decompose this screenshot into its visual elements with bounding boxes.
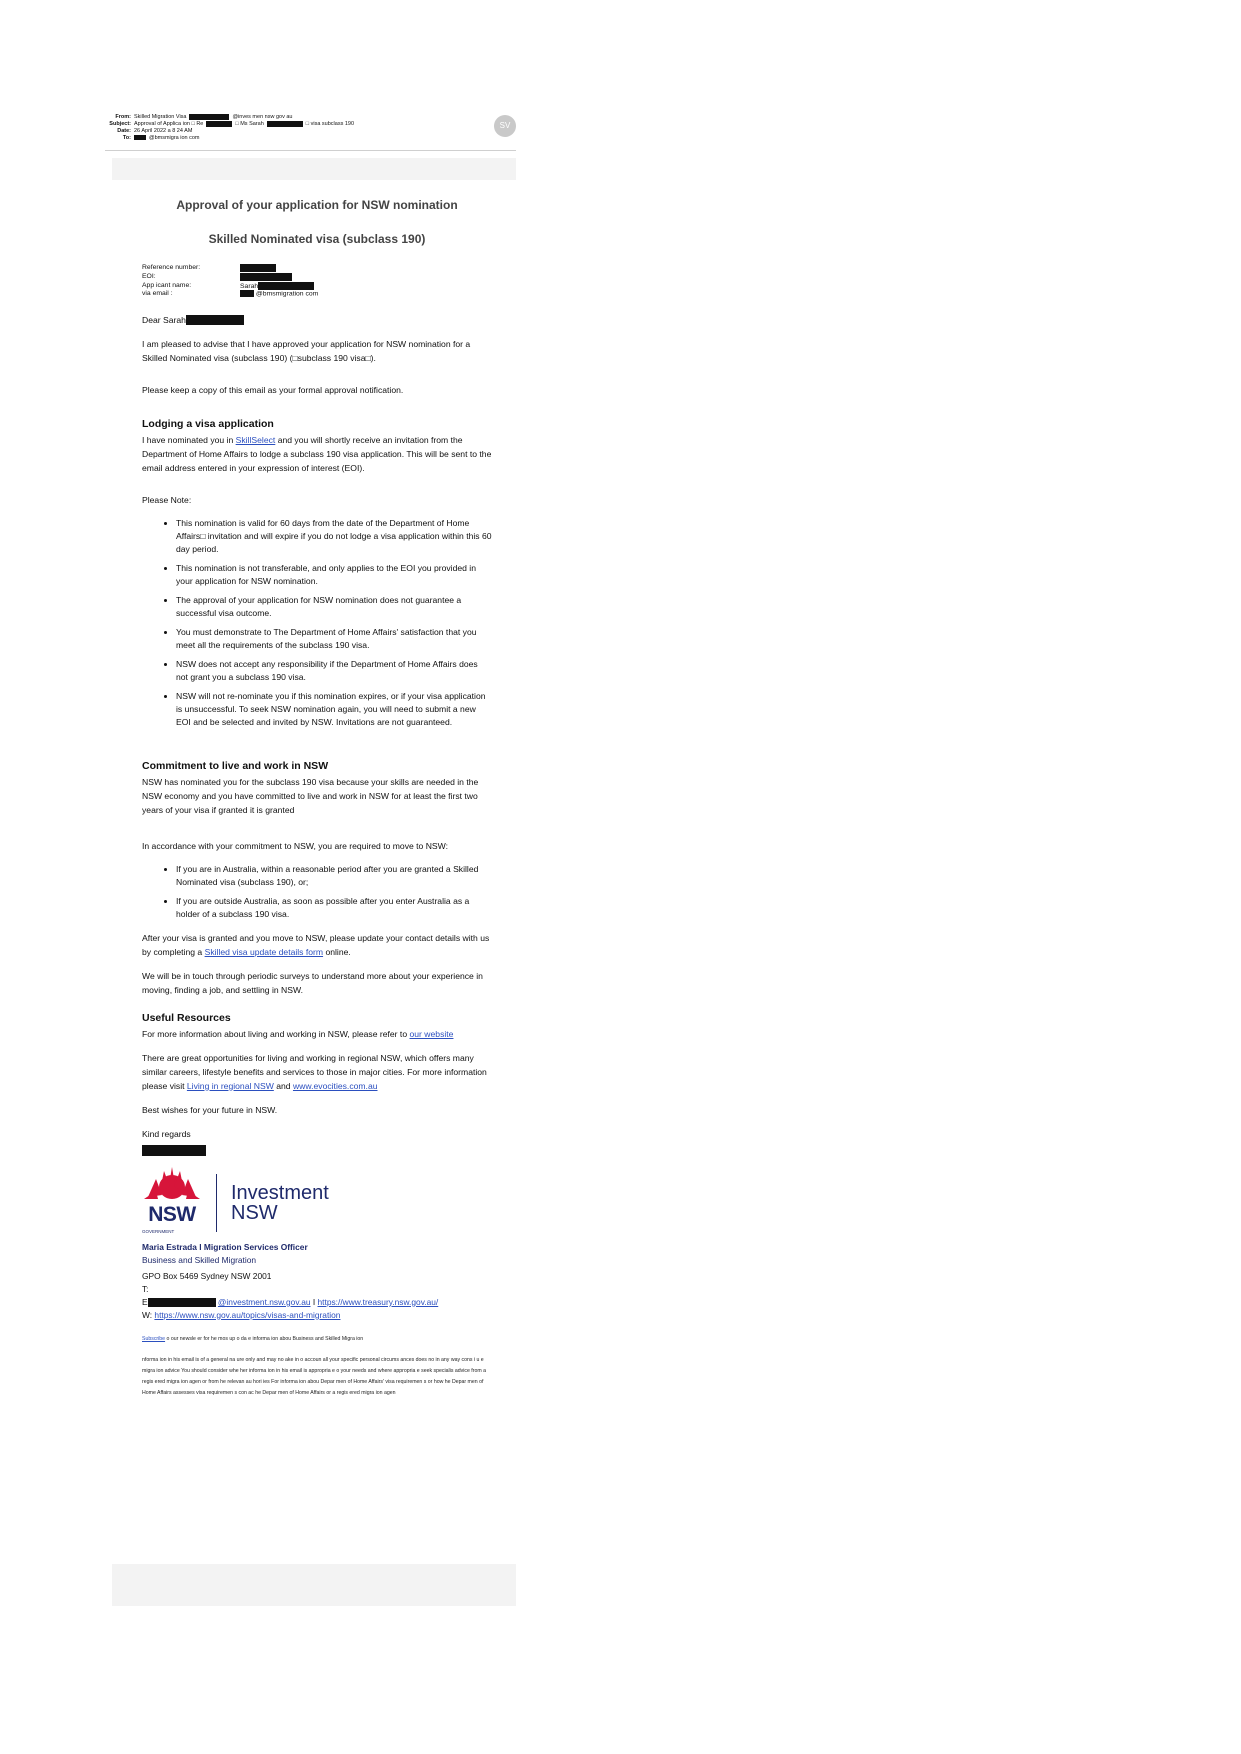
web-link[interactable]: https://www.nsw.gov.au/topics/visas-and-migration: [154, 1309, 341, 1320]
kind-regards: Kind regards: [142, 1128, 191, 1139]
signature-name: Maria Estrada I Migration Services Officer: [142, 1241, 308, 1252]
date-value: 26 April 2022 a 8 24 AM: [134, 128, 193, 134]
subject-value-c: □ visa subclass 190: [305, 121, 355, 127]
government-wordmark: GOVERNMENT: [142, 1228, 175, 1234]
lodging-heading: Lodging a visa application: [142, 417, 274, 430]
email-title: Approval of your application for NSW nomination: [176, 198, 458, 212]
disclaimer: nforma ion in his email is of a general na ure only and may no ake in o accoun all your specific personal circums ances does no in any way cons i u e migra ion advice You should consider whe her informa ion in his email is appropria e o your needs and where appropria e seek specialis advice from a regis ered migra ion agen or from he relevan au hori ies For informa ion abou Depar men of Home Affairs' visa requiremen s or how he Depar men of Home Affairs assesses visa requiremen s con ac he Depar men of Home Affairs or a regis ered migra ion agen: [142, 1356, 487, 1396]
to-label: To:: [122, 135, 131, 141]
from-domain: @inves men nsw gov au: [232, 114, 293, 120]
signature-address: GPO Box 5469 Sydney NSW 2001: [142, 1270, 272, 1281]
list-item: • If you are in Australia, within a reasonable period after you are granted a Skilled Nominated visa (subclass 190), or;: [176, 863, 492, 889]
email-link[interactable]: @investment.nsw.gov.au: [217, 1296, 311, 1307]
regional-nsw-link[interactable]: Living in regional NSW: [186, 1080, 274, 1091]
commitment-heading: Commitment to live and work in NSW: [142, 759, 329, 772]
redaction: [189, 114, 229, 120]
sender-avatar: SV: [494, 115, 516, 137]
date-row: [105, 128, 515, 135]
list-item: • NSW does not accept any responsibility if the Department of Home Affairs does not grant you a subclass 190 visa.: [176, 658, 492, 684]
from-label: From:: [115, 114, 131, 120]
subject-value: Approval of Applica ion □ Re: [134, 121, 204, 127]
intro-paragraph: I am pleased to advise that I have approved your application for NSW nomination for a Skilled Nominated visa (subclass 190) (□subclass 190 visa□).: [142, 338, 471, 363]
keep-copy-paragraph: Please keep a copy of this email as your formal approval notification.: [142, 384, 404, 395]
investment-nsw-logo: [231, 1183, 329, 1223]
resources-heading: Useful Resources: [142, 1011, 231, 1024]
from-value: Skilled Migration Visa: [134, 114, 187, 120]
subject-row: [105, 121, 515, 128]
update-details-link[interactable]: Skilled visa update details form: [204, 946, 324, 957]
header-divider: [105, 150, 516, 151]
resources-paragraph: For more information about living and working in NSW, please refer to our website: [142, 1028, 454, 1039]
after-grant-paragraph: After your visa is granted and you move to NSW, please update your contact details with us by completing a Skilled visa update details form online.: [142, 932, 490, 957]
date-label: Date:: [117, 128, 131, 134]
accordance-paragraph: In accordance with your commitment to NSW, you are required to move to NSW:: [142, 840, 448, 851]
redaction: [267, 121, 303, 127]
signature-dept: Business and Skilled Migration: [142, 1254, 257, 1265]
redaction: [134, 135, 146, 140]
ref-number-value: [240, 264, 492, 273]
signature-web-row: W: https://www.nsw.gov.au/topics/visas-and-migration: [142, 1309, 341, 1320]
list-item: • This nomination is not transferable, and only applies to the EOI you provided in your application for NSW nomination.: [176, 562, 492, 588]
email-label: via email :: [142, 290, 173, 298]
list-item: • This nomination is valid for 60 days from the date of the Department of Home Affairs□ invitation and will expire if you do not lodge a visa application within this 60 day period.: [176, 517, 492, 556]
waratah-icon: [142, 1167, 202, 1201]
best-wishes: Best wishes for your future in NSW.: [142, 1104, 278, 1115]
eoi-label: EOI:: [142, 272, 156, 280]
move-list: [142, 863, 492, 921]
our-website-link[interactable]: our website: [409, 1028, 454, 1039]
nsw-wordmark: NSW: [148, 1202, 196, 1226]
commitment-paragraph: NSW has nominated you for the subclass 190 visa because your skills are needed in the NSW economy and you have committed to live and work in NSW for at least the first two years of your visa if granted it is granted: [142, 776, 479, 815]
email-header: [105, 114, 515, 142]
applicant-label: App icant name:: [142, 281, 192, 289]
ref-number-label: Reference number:: [142, 264, 201, 271]
lodging-paragraph: I have nominated you in SkillSelect and you will shortly receive an invitation from the Department of Home Affairs to lodge a subclass 190 visa application. This will be sent to the email address entered in your expression of interest (EOI).: [142, 434, 492, 473]
email-value: @bmsmigration com: [240, 290, 492, 298]
please-note: Please Note:: [142, 494, 192, 505]
subject-value-b: □ Ms Sarah: [235, 121, 264, 127]
investment-word: Investment: [231, 1181, 329, 1204]
nsw-logo: [142, 1167, 492, 1239]
signer-redaction: [142, 1143, 492, 1157]
notes-list: [142, 517, 492, 729]
email-content: [142, 198, 492, 1399]
list-item: • If you are outside Australia, as soon as possible after you enter Australia as a holder of a subclass 190 visa.: [176, 895, 492, 921]
email-subtitle: Skilled Nominated visa (subclass 190): [208, 232, 426, 246]
list-item: • You must demonstrate to The Department of Home Affairs' satisfaction that you meet all the requirements of the subclass 190 visa.: [176, 626, 492, 652]
investment-nsw-word: NSW: [231, 1201, 278, 1224]
applicant-value: Sarah: [240, 282, 492, 291]
subject-label: Subject:: [109, 121, 131, 127]
to-value: @bmsmigra ion com: [149, 135, 200, 141]
reference-fields: [142, 264, 492, 299]
nsw-government-logo: [142, 1167, 202, 1239]
subscribe-line: Subscribe o our newsle er for he mos up o da e informa ion abou Business and Skilled Migra ion: [142, 1335, 364, 1342]
signature-block: [142, 1241, 492, 1322]
redaction: [206, 121, 232, 127]
signature-phone: T:: [142, 1283, 149, 1294]
list-item: • NSW will not re-nominate you if this nomination expires, or if your visa application is unsuccessful. To seek NSW nomination again, you will need to submit a new EOI and be selected and invited by NSW. Invitations are not guaranteed.: [176, 690, 492, 729]
subscribe-link[interactable]: Subscribe: [142, 1335, 166, 1342]
list-item: • The approval of your application for NSW nomination does not guarantee a successful visa outcome.: [176, 594, 492, 620]
signature-email-row: E @investment.nsw.gov.au I https://www.treasury.nsw.gov.au/: [142, 1296, 439, 1307]
evocities-link[interactable]: www.evocities.com.au: [292, 1080, 378, 1091]
to-row: [105, 135, 515, 142]
skillselect-link[interactable]: SkillSelect: [235, 434, 276, 445]
regional-paragraph: There are great opportunities for living and working in regional NSW, which offers many similar careers, lifestyle benefits and services to those in major cities. For more information please visit Living in regional NSW and www.evocities.com.au: [142, 1052, 487, 1091]
greeting: Dear Sarah: [142, 313, 492, 327]
surveys-paragraph: We will be in touch through periodic surveys to understand more about your experience in moving, finding a job, and settling in NSW.: [142, 970, 483, 995]
eoi-value: [240, 273, 492, 282]
from-row: [105, 114, 515, 121]
logo-divider: [216, 1174, 217, 1232]
treasury-link[interactable]: https://www.treasury.nsw.gov.au/: [317, 1296, 439, 1307]
